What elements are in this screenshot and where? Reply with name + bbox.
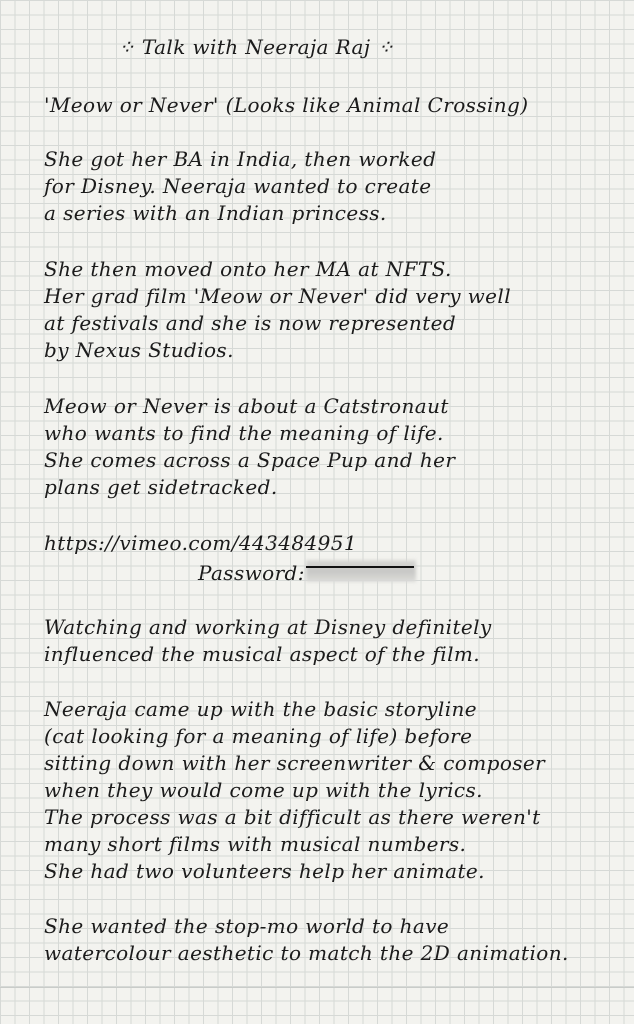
text-line: The process was a bit difficult as there weren't bbox=[44, 805, 541, 829]
text-line: by Nexus Studios. bbox=[44, 338, 234, 362]
text-line: when they would come up with the lyrics. bbox=[44, 778, 483, 802]
text-line: sitting down with her screenwriter & composer bbox=[44, 751, 546, 775]
text-line: Neeraja came up with the basic storyline bbox=[44, 697, 478, 721]
note-title: ⁘ Talk with Neeraja Raj ⁘ bbox=[118, 35, 395, 59]
text-line: at festivals and she is now represented bbox=[44, 311, 457, 335]
text-line: (cat looking for a meaning of life) before bbox=[44, 724, 473, 748]
password-underline bbox=[306, 566, 414, 568]
password-redacted bbox=[306, 560, 416, 582]
text-line: plans get sidetracked. bbox=[44, 475, 278, 499]
text-line: She wanted the stop-mo world to have bbox=[44, 914, 450, 938]
text-line: for Disney. Neeraja wanted to create bbox=[44, 174, 432, 198]
text-line: Watching and working at Disney definitely bbox=[44, 615, 492, 639]
vimeo-link[interactable]: https://vimeo.com/443484951 bbox=[44, 531, 358, 555]
text-line: a series with an Indian princess. bbox=[44, 201, 387, 225]
text-line: many short films with musical numbers. bbox=[44, 832, 467, 856]
text-line: She then moved onto her MA at NFTS. bbox=[44, 257, 452, 281]
text-line: She had two volunteers help her animate. bbox=[44, 859, 485, 883]
text-line: influenced the musical aspect of the film. bbox=[44, 642, 481, 666]
page-bottom-rule bbox=[0, 987, 634, 988]
password-label: Password: bbox=[198, 561, 305, 585]
text-line: watercolour aesthetic to match the 2D animation. bbox=[44, 941, 569, 965]
note-subtitle: 'Meow or Never' (Looks like Animal Crossing) bbox=[44, 93, 529, 117]
text-line: Meow or Never is about a Catstronaut bbox=[44, 394, 449, 418]
text-line: She comes across a Space Pup and her bbox=[44, 448, 456, 472]
text-line: She got her BA in India, then worked bbox=[44, 147, 437, 171]
text-line: who wants to find the meaning of life. bbox=[44, 421, 444, 445]
text-line: Her grad film 'Meow or Never' did very well bbox=[44, 284, 511, 308]
